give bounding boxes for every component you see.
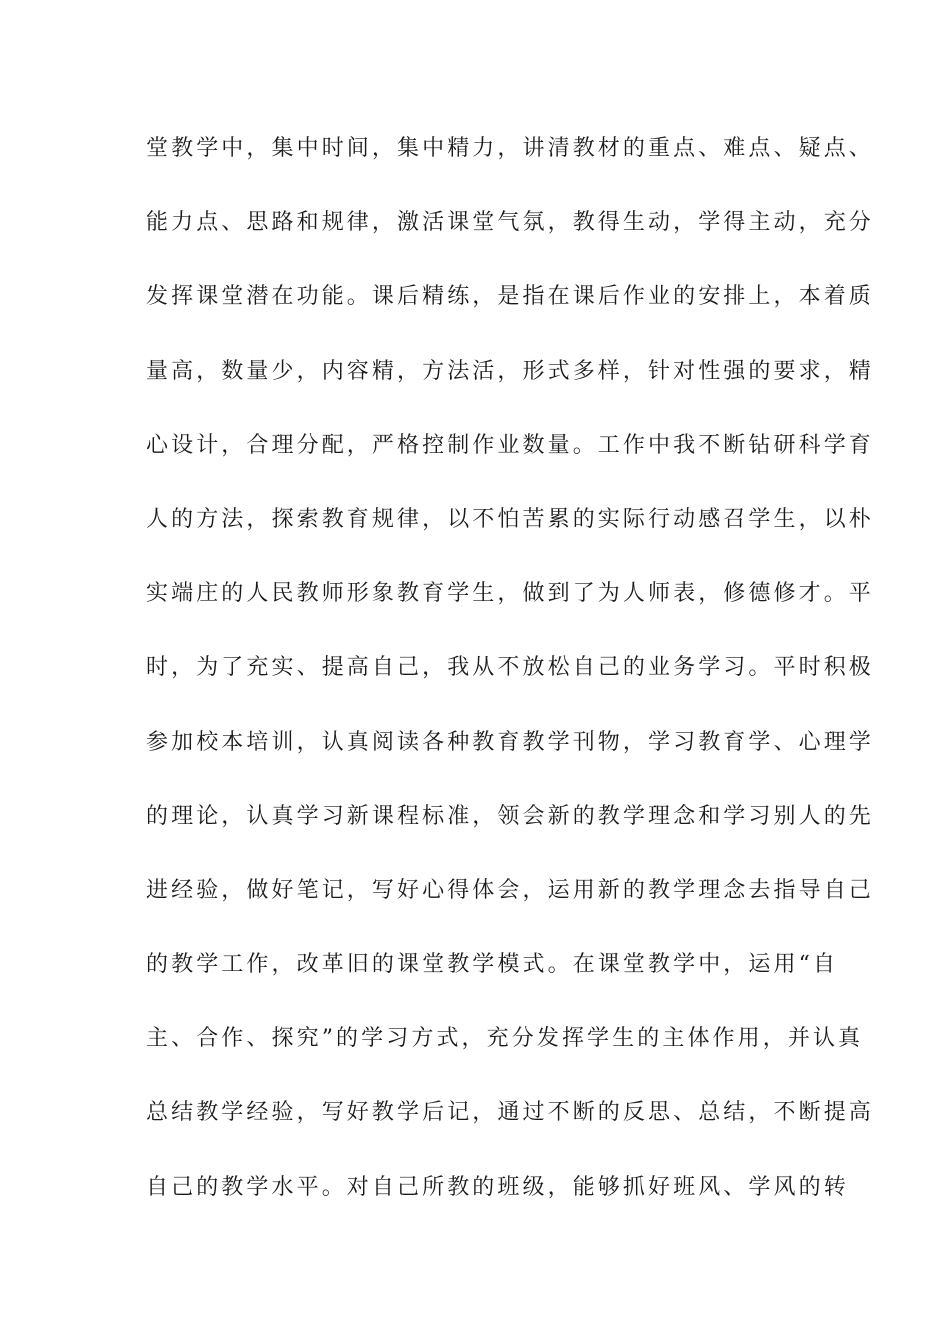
- text-line: 心设计，合理分配，严格控制作业数量。工作中我不断钻研科学育: [146, 432, 874, 458]
- text-line: 主、合作、探究”的学习方式，充分发挥学生的主体作用，并认真: [146, 1026, 864, 1052]
- text-line: 时，为了充实、提高自己，我从不放松自己的业务学习。平时积极: [146, 655, 874, 681]
- text-line: 能力点、思路和规律，激活课堂气氛，教得生动，学得主动，充分: [146, 210, 874, 236]
- text-line: 的教学工作，改革旧的课堂教学模式。在课堂教学中，运用“自: [146, 952, 839, 978]
- text-line: 实端庄的人民教师形象教育学生，做到了为人师表，修德修才。平: [146, 581, 874, 607]
- text-line: 进经验，做好笔记，写好心得体会，运用新的教学理念去指导自己: [146, 877, 874, 903]
- text-line: 发挥课堂潜在功能。课后精练，是指在课后作业的安排上，本着质: [146, 284, 874, 310]
- body-paragraph: [146, 132, 874, 1245]
- text-line: 堂教学中，集中时间，集中精力，讲清教材的重点、难点、疑点、: [146, 136, 874, 161]
- text-line: 人的方法，探索教育规律，以不怕苦累的实际行动感召学生，以朴: [146, 506, 874, 532]
- text-line: 自己的教学水平。对自己所教的班级，能够抓好班风、学风的转: [146, 1174, 849, 1200]
- text-line: 的理论，认真学习新课程标准，领会新的教学理念和学习别人的先: [146, 803, 874, 829]
- text-line: 参加校本培训，认真阅读各种教育教学刊物，学习教育学、心理学: [146, 729, 874, 755]
- text-line: 量高，数量少，内容精，方法活，形式多样，针对性强的要求，精: [146, 358, 874, 384]
- text-line: 总结教学经验，写好教学后记，通过不断的反思、总结，不断提高: [146, 1100, 874, 1126]
